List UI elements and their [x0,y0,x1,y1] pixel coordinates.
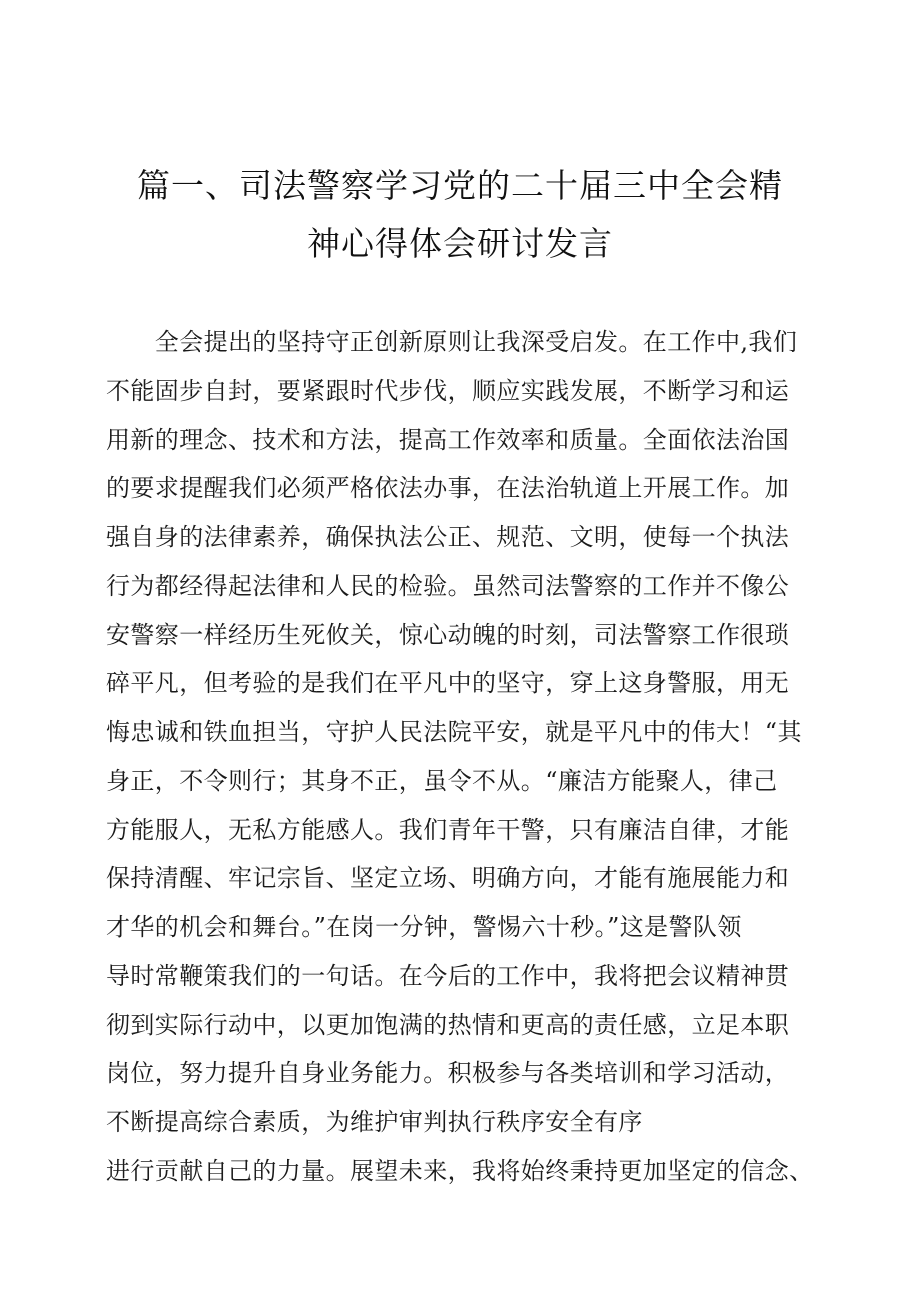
document-title-line-2: 神心得体会研讨发言 [307,224,613,263]
body-line-5: 强自身的法律素养，确保执法公正、规范、文明，使每一个执法 [106,523,790,551]
body-line-11: 方能服人，无私方能感人。我们青年干警，只有廉洁自律，才能 [106,816,790,844]
body-line-14: 导时常鞭策我们的一句话。在今后的工作中，我将把会议精神贯 [106,962,790,990]
body-line-7: 安警察一样经历生死攸关，惊心动魄的时刻，司法警察工作很琐 [106,621,790,649]
body-line-8: 碎平凡，但考验的是我们在平凡中的坚守，穿上这身警服，用无 [106,669,790,697]
body-line-10: 身正，不令则行；其身不正，虽令不从。“廉洁方能聚人，律己 [106,767,778,795]
body-line-13: 才华的机会和舞台。”在岗一分钟，警惕六十秒。”这是警队领 [106,913,742,941]
body-line-6: 行为都经得起法律和人民的检验。虽然司法警察的工作并不像公 [106,572,790,600]
body-line-3: 用新的理念、技术和方法，提高工作效率和质量。全面依法治国 [106,426,790,454]
body-line-2: 不能固步自封，要紧跟时代步伐，顺应实践发展，不断学习和运 [106,377,790,405]
body-line-4: 的要求提醒我们必须严格依法办事，在法治轨道上开展工作。加 [106,474,790,502]
body-line-17: 不断提高综合素质，为维护审判执行秩序安全有序 [106,1108,643,1136]
body-line-12: 保持清醒、牢记宗旨、坚定立场、明确方向，才能有施展能力和 [106,864,790,892]
body-line-15: 彻到实际行动中，以更加饱满的热情和更高的责任感，立足本职 [106,1011,790,1039]
document-title-line-1: 篇一、司法警察学习党的二十届三中全会精 [137,166,783,205]
body-line-1: 全会提出的坚持守正创新原则让我深受启发。在工作中,我们 [106,328,798,356]
body-line-16: 岗位，努力提升自身业务能力。积极参与各类培训和学习活动， [106,1059,790,1087]
body-line-18: 进行贡献自己的力量。展望未来，我将始终秉持更加坚定的信念、 [106,1157,814,1185]
body-line-9: 悔忠诚和铁血担当，守护人民法院平安，就是平凡中的伟大！“其 [106,718,802,746]
